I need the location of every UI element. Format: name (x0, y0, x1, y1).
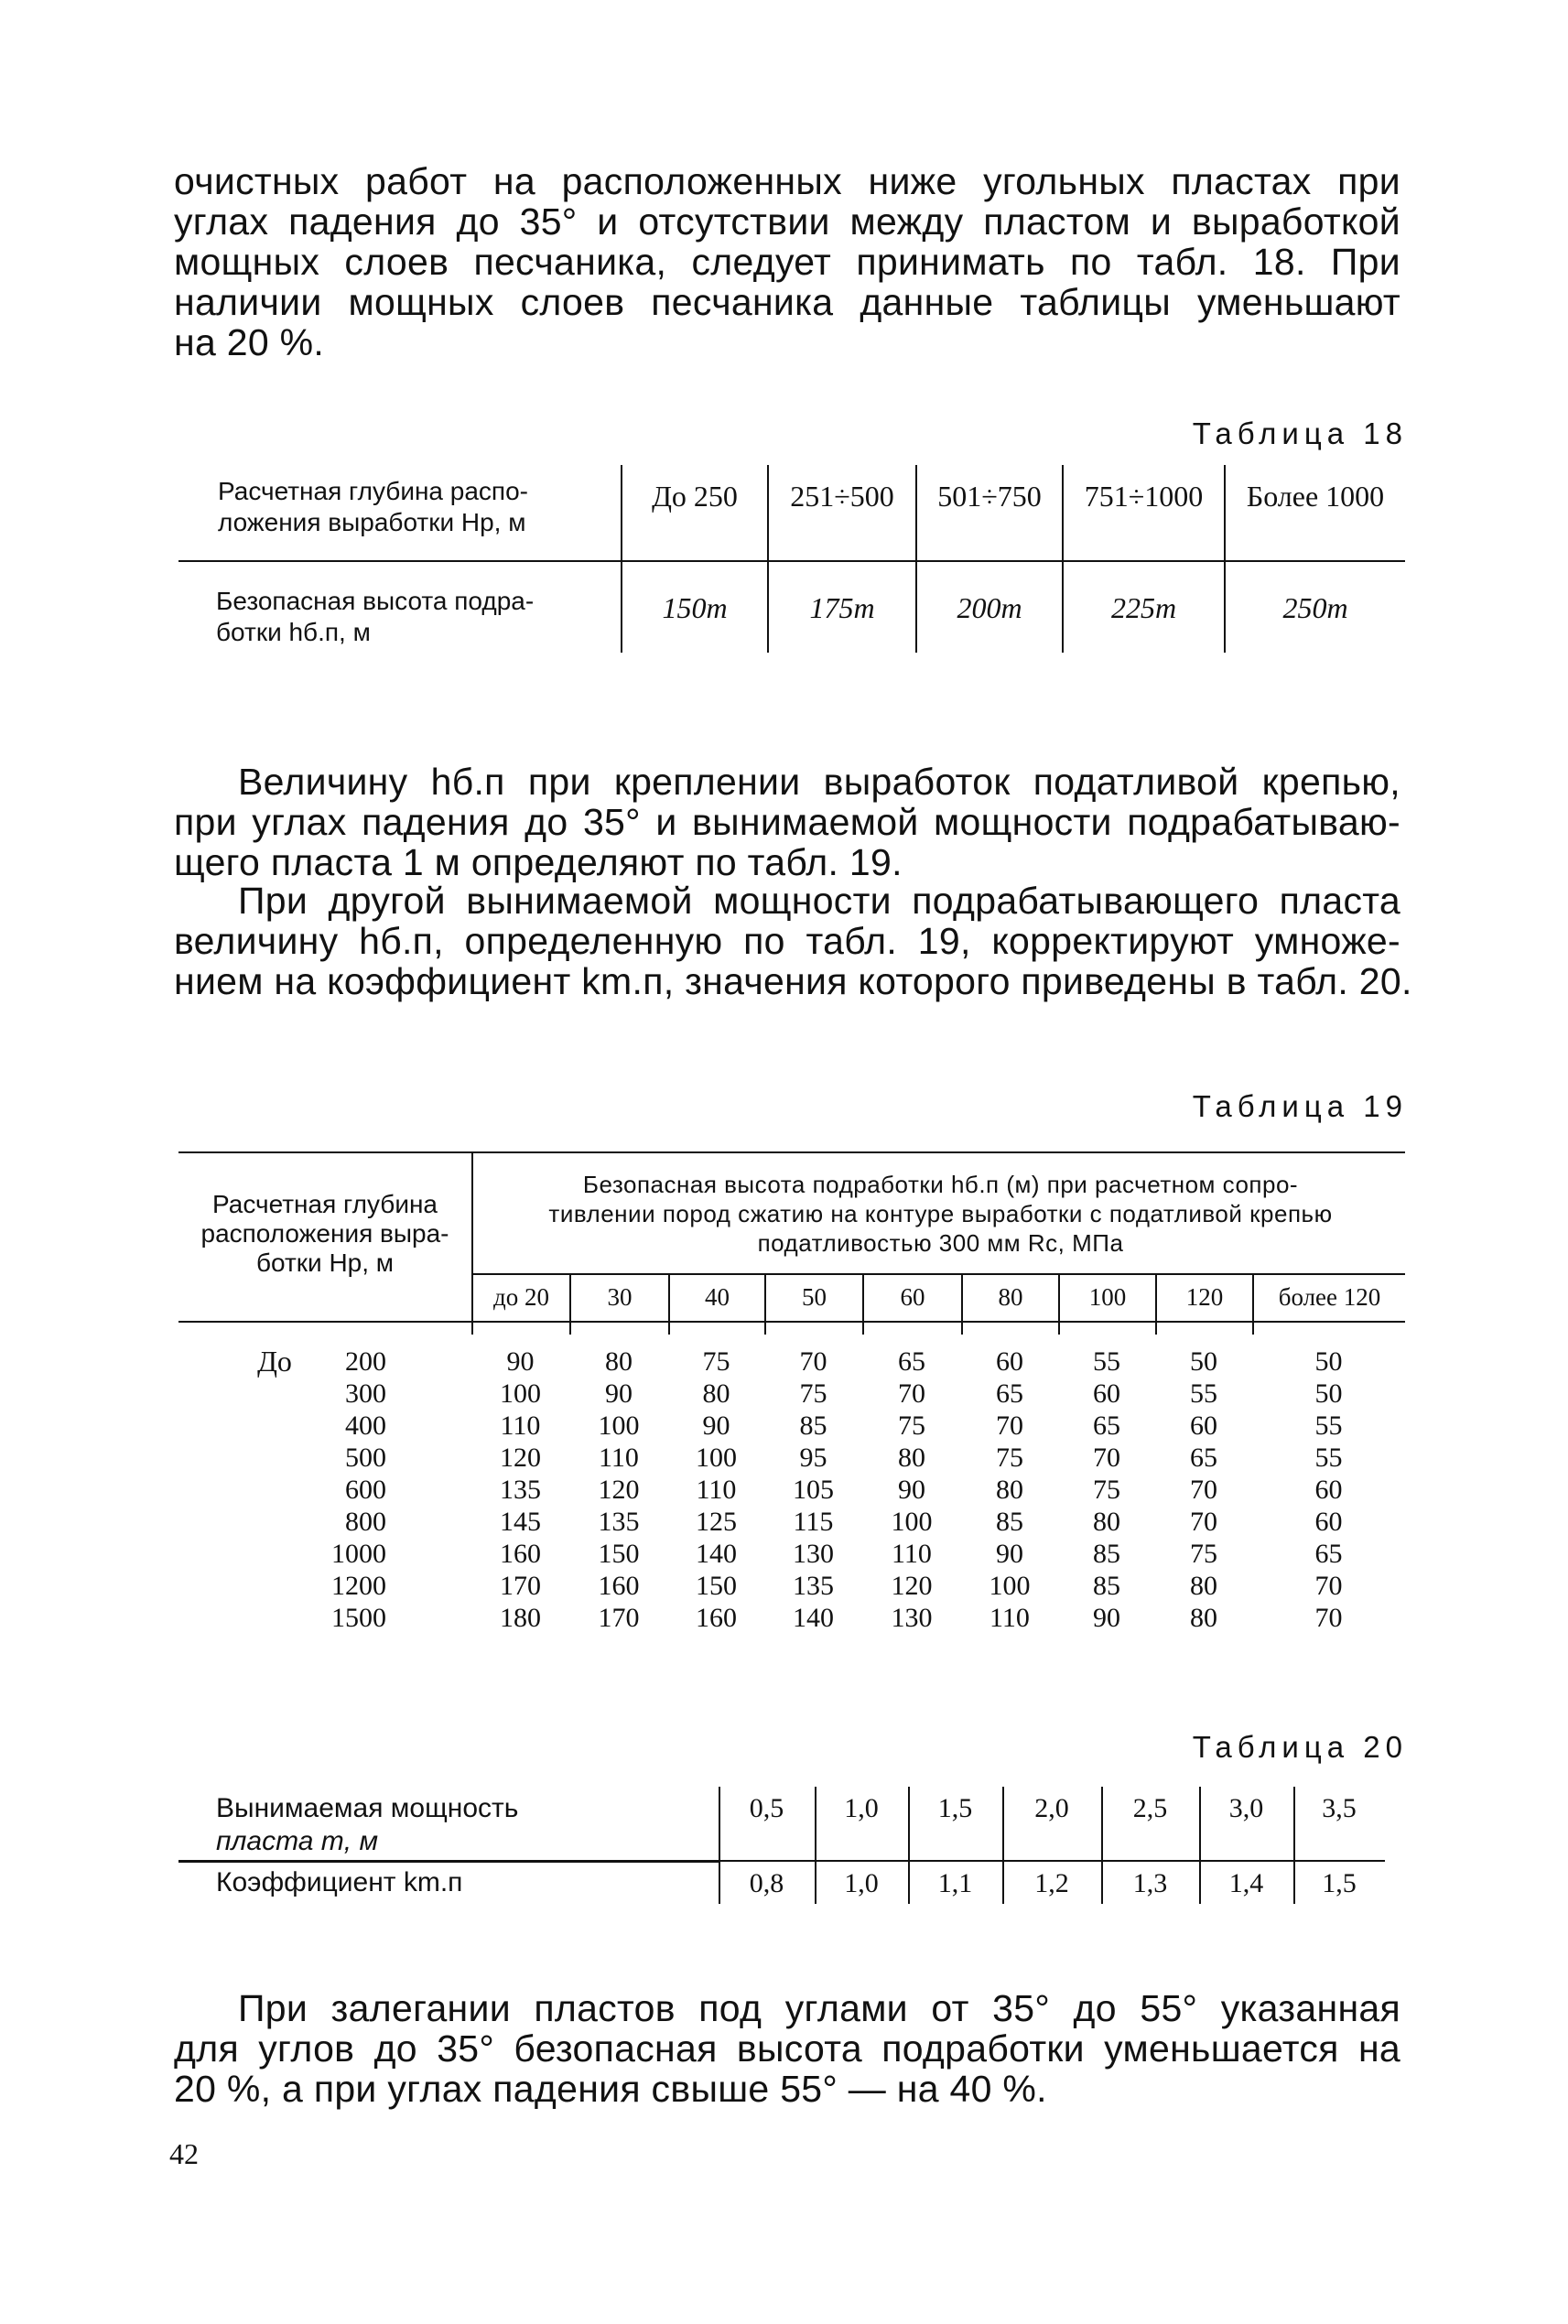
text-line: очистных работ на расположенных ниже угольных пластах при (174, 160, 1400, 202)
table19-cell: 150 (598, 1539, 640, 1569)
table19-cell: 75 (702, 1346, 730, 1377)
text-line: При другой вынимаемой мощности подрабатывающего пласта (238, 880, 1400, 922)
table19-cell: 80 (1190, 1571, 1217, 1601)
table19-cell: 140 (793, 1603, 834, 1633)
table19-column-header: более 120 (1278, 1283, 1381, 1311)
table20-thickness: 3,5 (1322, 1793, 1357, 1823)
table19-cell: 65 (1314, 1539, 1343, 1569)
text-line: при углах падения до 35° и вынимаемой мощности подрабатываю- (174, 801, 1400, 843)
table19-cell: 100 (989, 1571, 1031, 1601)
table19-cell: 80 (605, 1346, 633, 1377)
table19-cell: 80 (1190, 1603, 1217, 1633)
table19-cell: 55 (1093, 1346, 1120, 1377)
table19-cell: 100 (696, 1443, 737, 1473)
table20-thickness: 3,0 (1228, 1793, 1264, 1823)
table19-cell: 55 (1314, 1443, 1343, 1473)
table20-thickness: 2,5 (1132, 1793, 1168, 1823)
table20-thickness: 1,5 (937, 1793, 973, 1823)
label-line: ботки hб.п, м (216, 618, 371, 646)
table19-cell: 70 (1314, 1603, 1343, 1633)
table19-cell: 160 (696, 1603, 737, 1633)
table20-coefficient: 1,0 (844, 1868, 879, 1898)
table20-row2-label: Коэффициент km.п (216, 1867, 463, 1897)
text-line: величину hб.п, определенную по табл. 19, корректируют умноже- (174, 920, 1400, 962)
table19-cell: 135 (598, 1507, 640, 1537)
table19-cell: 110 (696, 1475, 737, 1505)
table19-cell: 50 (1190, 1346, 1217, 1377)
text-line: нием на коэффициент km.п, значения которого приведены в табл. 20. (174, 960, 1412, 1002)
text-line: для углов до 35° безопасная высота подработки уменьшается на (174, 2027, 1400, 2070)
table19-cell: 125 (696, 1507, 737, 1537)
table19-depth: 200 (345, 1346, 386, 1377)
table20-caption: Таблица 20 (1192, 1730, 1408, 1764)
table19-cell: 105 (793, 1475, 834, 1505)
table19-cell: 110 (989, 1603, 1030, 1633)
table19-cell: 85 (996, 1507, 1023, 1537)
table20-thickness: 0,5 (749, 1793, 784, 1823)
table20-coefficient: 1,4 (1228, 1868, 1264, 1898)
table19-column-header: 120 (1185, 1283, 1224, 1311)
table19-cell: 160 (598, 1571, 640, 1601)
table19-cell: 145 (500, 1507, 541, 1537)
table19-caption: Таблица 19 (1192, 1089, 1408, 1123)
table19-column-header: до 20 (493, 1283, 549, 1311)
table19-cell: 120 (891, 1571, 933, 1601)
table20-coefficient: 1,3 (1132, 1868, 1168, 1898)
text-line: щего пласта 1 м определяют по табл. 19. (174, 841, 903, 883)
table18-value: 150m (662, 591, 728, 624)
label-line: Расчетная глубина (212, 1190, 438, 1218)
text-line: 20 %, а при углах падения свыше 55° — на 40 %. (174, 2068, 1047, 2110)
label-line: расположения выра- (200, 1219, 449, 1248)
table19-cell: 90 (898, 1475, 925, 1505)
table20-rule-under-label (178, 1862, 719, 1863)
table19-cell: 55 (1314, 1411, 1343, 1441)
table19-depth: 1000 (331, 1539, 386, 1569)
table19-cell: 65 (898, 1346, 925, 1377)
table19-cell: 180 (500, 1603, 541, 1633)
table19-column-header: 50 (802, 1283, 827, 1311)
label-line: Вынимаемая мощность (216, 1793, 519, 1823)
intro-paragraph (174, 161, 1400, 362)
table19-cell: 70 (1190, 1475, 1217, 1505)
table19-cell: 70 (898, 1378, 925, 1409)
table19-cell: 90 (702, 1411, 730, 1441)
table19-cell: 70 (1190, 1507, 1217, 1537)
table19-cell: 130 (793, 1539, 834, 1569)
table19-cell: 60 (1314, 1475, 1343, 1505)
table19-cell: 60 (1314, 1507, 1343, 1537)
table20-coefficient: 1,1 (937, 1868, 973, 1898)
table19-cell: 150 (696, 1571, 737, 1601)
table18-header: До 250 (652, 480, 738, 513)
table19-cell: 100 (500, 1378, 541, 1409)
table19-cell: 85 (1093, 1571, 1120, 1601)
table19-cell: 140 (696, 1539, 737, 1569)
table19-cell: 85 (1093, 1539, 1120, 1569)
table19-cell: 110 (500, 1411, 541, 1441)
table19-column-header: 80 (998, 1283, 1023, 1311)
table20-thickness: 2,0 (1034, 1793, 1069, 1823)
label-line: податливостью 300 мм Rс, МПа (757, 1229, 1124, 1257)
table18-value: 200m (957, 591, 1022, 624)
table19-row-prefix: До (257, 1345, 292, 1378)
table18-value: 225m (1110, 591, 1177, 624)
table18-row1-label (218, 476, 611, 538)
table20-row1-label (216, 1792, 692, 1858)
table19-cell: 110 (892, 1539, 932, 1569)
table19-cell: 90 (506, 1346, 535, 1377)
table19-cell: 50 (1314, 1378, 1343, 1409)
table19-column-header: 40 (705, 1283, 730, 1311)
table19-cell: 60 (996, 1346, 1023, 1377)
table20-coefficient: 0,8 (749, 1868, 784, 1898)
table19-column-header: 100 (1088, 1283, 1127, 1311)
table18-header: Более 1000 (1246, 480, 1385, 513)
table19-cell: 90 (1093, 1603, 1120, 1633)
table19-cell: 90 (605, 1378, 633, 1409)
label-line: ботки Hр, м (255, 1248, 395, 1277)
table19-cell: 75 (799, 1378, 827, 1409)
label-line: Безопасная высота подра- (216, 587, 535, 615)
paragraph-3 (174, 880, 1412, 1002)
table19-depth: 800 (345, 1507, 386, 1537)
table19-cell: 115 (793, 1507, 834, 1537)
table19-cell: 75 (898, 1411, 925, 1441)
table19-depth: 600 (345, 1475, 386, 1505)
table19-cell: 135 (500, 1475, 541, 1505)
table19-cell: 130 (891, 1603, 933, 1633)
table19-cell: 70 (996, 1411, 1023, 1441)
table19-cell: 70 (1314, 1571, 1343, 1601)
paragraph-2 (174, 762, 1400, 882)
table19-cell: 110 (599, 1443, 639, 1473)
label-line: тивлении пород сжатию на контуре выработки с податливой крепью (548, 1200, 1333, 1227)
table19-cell: 60 (1190, 1411, 1217, 1441)
table18-header: 751÷1000 (1084, 480, 1204, 513)
table18-value: 175m (809, 591, 875, 624)
final-paragraph (174, 1988, 1400, 2109)
table19-cell: 70 (799, 1346, 827, 1377)
table19-cell: 90 (996, 1539, 1023, 1569)
table19-cell: 60 (1093, 1378, 1120, 1409)
table19-column-header: 60 (900, 1283, 925, 1311)
table19-cell: 100 (891, 1507, 933, 1537)
table19-cell: 160 (500, 1539, 541, 1569)
table19-depth: 300 (345, 1378, 386, 1409)
table19-cell: 80 (1093, 1507, 1120, 1537)
text-line: Величину hб.п при креплении выработок податливой крепью, (238, 761, 1400, 803)
label-line: Расчетная глубина распо- (218, 477, 528, 505)
table19-cell: 70 (1093, 1443, 1120, 1473)
table19-cell: 120 (598, 1475, 640, 1505)
table18-caption: Таблица 18 (1192, 416, 1408, 450)
table19-cell: 170 (598, 1603, 640, 1633)
table18-value: 250m (1282, 591, 1348, 624)
table19-group-header (476, 1170, 1405, 1258)
table19-mid-rule (471, 1273, 1405, 1275)
text-line: При залегании пластов под углами от 35° до 55° указанная (238, 1987, 1400, 2029)
table19-cell: 85 (799, 1411, 827, 1441)
text-line: мощных слоев песчаника, следует принимать по табл. 18. При (174, 241, 1400, 283)
table19-depth: 1500 (331, 1603, 386, 1633)
label-line: ложения выработки Hр, м (218, 508, 526, 536)
table19-top-rule (178, 1151, 1405, 1153)
table19-depth: 1200 (331, 1571, 386, 1601)
table19-cell: 170 (500, 1571, 541, 1601)
table19-cell: 50 (1314, 1346, 1343, 1377)
table20-coefficient: 1,2 (1034, 1868, 1069, 1898)
table18-header: 251÷500 (790, 480, 894, 513)
table19-column-header: 30 (607, 1283, 633, 1311)
label-line: пласта m, м (216, 1826, 379, 1856)
table19-cell: 65 (1190, 1443, 1217, 1473)
page-number: 42 (169, 2137, 199, 2170)
text-line: на 20 %. (174, 321, 325, 363)
table19-cell: 75 (1190, 1539, 1217, 1569)
table19-cell: 65 (1093, 1411, 1120, 1441)
table19-cell: 135 (793, 1571, 834, 1601)
label-line: Безопасная высота подработки hб.п (м) при расчетном сопро- (582, 1171, 1299, 1198)
table18-rule (178, 560, 1405, 562)
table19-cell: 65 (996, 1378, 1023, 1409)
table18-row2-label (216, 586, 610, 648)
table19-cell: 55 (1190, 1378, 1217, 1409)
text-line: углах падения до 35° и отсутствии между пластом и выработкой (174, 200, 1400, 243)
table19-cell: 120 (500, 1443, 541, 1473)
table19-row-header (180, 1190, 470, 1278)
text-line: наличии мощных слоев песчаника данные таблицы уменьшают (174, 281, 1400, 323)
table19-depth: 400 (345, 1411, 386, 1441)
table19-cell: 75 (1093, 1475, 1120, 1505)
table19-cell: 75 (996, 1443, 1023, 1473)
table19-cell: 80 (996, 1475, 1023, 1505)
table19-cell: 80 (702, 1378, 730, 1409)
table19-cell: 100 (598, 1411, 640, 1441)
table19-depth: 500 (345, 1443, 386, 1473)
table18-header: 501÷750 (937, 480, 1042, 513)
table19-header-rule (178, 1321, 1405, 1323)
table20-coefficient: 1,5 (1322, 1868, 1357, 1898)
table19-cell: 95 (799, 1443, 827, 1473)
table19-cell: 80 (898, 1443, 925, 1473)
table20-thickness: 1,0 (844, 1793, 879, 1823)
